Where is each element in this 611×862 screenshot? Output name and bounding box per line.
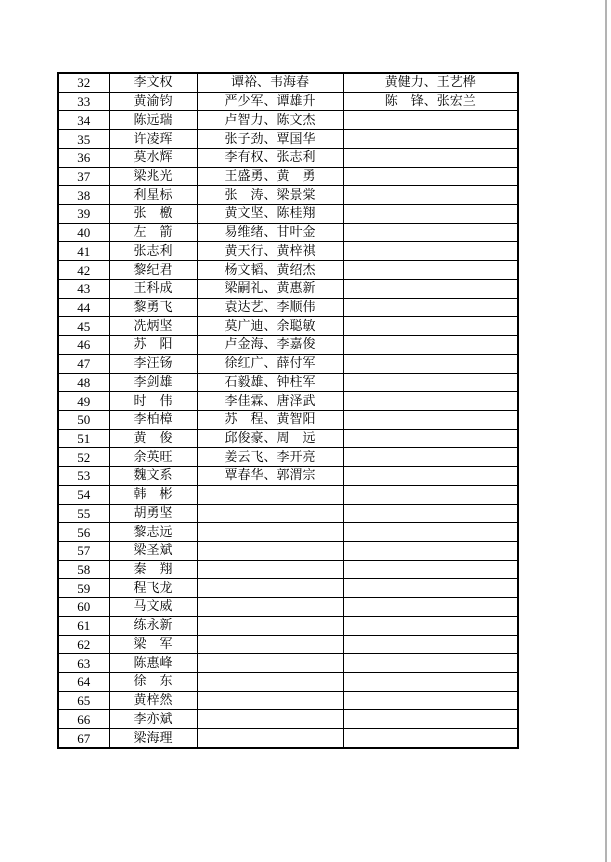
- pair-names-cell-2: 陈 锋、张宏兰: [343, 92, 518, 111]
- row-number-cell: 54: [58, 485, 109, 504]
- row-number-cell: 50: [58, 410, 109, 429]
- pair-names-cell-2: [343, 317, 518, 336]
- row-number-cell: 47: [58, 354, 109, 373]
- pair-names-cell-1: 卢智力、陈文杰: [197, 111, 343, 130]
- name-cell: 陈远瑞: [109, 111, 197, 130]
- pair-names-cell-1: [197, 616, 343, 635]
- name-cell: 程飞龙: [109, 579, 197, 598]
- pair-names-cell-2: [343, 167, 518, 186]
- pair-names-cell-2: [343, 354, 518, 373]
- pair-names-cell-2: [343, 448, 518, 467]
- row-number-cell: 56: [58, 523, 109, 542]
- pair-names-cell-1: 梁嗣礼、黄惠新: [197, 279, 343, 298]
- pair-names-cell-2: [343, 261, 518, 280]
- row-number-cell: 42: [58, 261, 109, 280]
- pair-names-cell-2: [343, 429, 518, 448]
- pair-names-cell-1: 黄文坚、陈桂翔: [197, 205, 343, 224]
- row-number-cell: 43: [58, 279, 109, 298]
- pair-names-cell-1: 石毅雄、钟柱军: [197, 373, 343, 392]
- roster-table: [57, 72, 519, 749]
- row-number-cell: 58: [58, 560, 109, 579]
- name-cell: 苏 阳: [109, 336, 197, 355]
- row-number-cell: 52: [58, 448, 109, 467]
- name-cell: 黎勇飞: [109, 298, 197, 317]
- pair-names-cell-1: [197, 485, 343, 504]
- pair-names-cell-2: [343, 148, 518, 167]
- pair-names-cell-2: [343, 111, 518, 130]
- pair-names-cell-1: [197, 579, 343, 598]
- pair-names-cell-1: 李佳霖、唐泽武: [197, 392, 343, 411]
- pair-names-cell-2: [343, 485, 518, 504]
- pair-names-cell-2: [343, 598, 518, 617]
- table-row: [58, 579, 518, 598]
- table-row: [58, 167, 518, 186]
- pair-names-cell-2: [343, 504, 518, 523]
- table-row: [58, 354, 518, 373]
- table-row: [58, 336, 518, 355]
- pair-names-cell-1: 徐红广、薛付军: [197, 354, 343, 373]
- table-row: [58, 298, 518, 317]
- pair-names-cell-2: [343, 616, 518, 635]
- table-row: [58, 261, 518, 280]
- name-cell: 马文威: [109, 598, 197, 617]
- roster-table-body: [58, 73, 518, 748]
- row-number-cell: 32: [58, 73, 109, 92]
- pair-names-cell-1: [197, 654, 343, 673]
- name-cell: 秦 翔: [109, 560, 197, 579]
- pair-names-cell-2: [343, 279, 518, 298]
- name-cell: 梁海理: [109, 729, 197, 748]
- name-cell: 李剑雄: [109, 373, 197, 392]
- row-number-cell: 38: [58, 186, 109, 205]
- name-cell: 黄渝钧: [109, 92, 197, 111]
- pair-names-cell-2: [343, 635, 518, 654]
- name-cell: 黄梓然: [109, 691, 197, 710]
- pair-names-cell-1: 严少军、谭雄升: [197, 92, 343, 111]
- name-cell: 陈惠峰: [109, 654, 197, 673]
- pair-names-cell-2: [343, 541, 518, 560]
- row-number-cell: 37: [58, 167, 109, 186]
- row-number-cell: 35: [58, 130, 109, 149]
- pair-names-cell-1: 覃春华、郭渭宗: [197, 467, 343, 486]
- name-cell: 梁圣斌: [109, 541, 197, 560]
- table-row: [58, 73, 518, 92]
- name-cell: 冼炳坚: [109, 317, 197, 336]
- pair-names-cell-1: [197, 560, 343, 579]
- table-row: [58, 317, 518, 336]
- table-row: [58, 111, 518, 130]
- pair-names-cell-2: [343, 579, 518, 598]
- table-row: [58, 485, 518, 504]
- pair-names-cell-2: [343, 523, 518, 542]
- pair-names-cell-2: [343, 392, 518, 411]
- pair-names-cell-1: 杨文韬、黄绍杰: [197, 261, 343, 280]
- pair-names-cell-1: [197, 598, 343, 617]
- row-number-cell: 67: [58, 729, 109, 748]
- pair-names-cell-2: [343, 654, 518, 673]
- pair-names-cell-2: [343, 298, 518, 317]
- pair-names-cell-2: [343, 373, 518, 392]
- pair-names-cell-1: [197, 729, 343, 748]
- pair-names-cell-2: [343, 186, 518, 205]
- table-row: [58, 467, 518, 486]
- table-row: [58, 729, 518, 748]
- table-row: [58, 242, 518, 261]
- pair-names-cell-2: [343, 710, 518, 729]
- row-number-cell: 55: [58, 504, 109, 523]
- pair-names-cell-2: [343, 336, 518, 355]
- table-row: [58, 186, 518, 205]
- row-number-cell: 60: [58, 598, 109, 617]
- pair-names-cell-2: [343, 467, 518, 486]
- pair-names-cell-1: [197, 504, 343, 523]
- row-number-cell: 65: [58, 691, 109, 710]
- row-number-cell: 44: [58, 298, 109, 317]
- name-cell: 韩 彬: [109, 485, 197, 504]
- table-row: [58, 223, 518, 242]
- row-number-cell: 59: [58, 579, 109, 598]
- pair-names-cell-1: 卢金海、李嘉俊: [197, 336, 343, 355]
- pair-names-cell-1: [197, 523, 343, 542]
- table-row: [58, 691, 518, 710]
- table-row: [58, 92, 518, 111]
- table-row: [58, 710, 518, 729]
- row-number-cell: 41: [58, 242, 109, 261]
- name-cell: 徐 东: [109, 673, 197, 692]
- pair-names-cell-1: [197, 673, 343, 692]
- name-cell: 李汪钖: [109, 354, 197, 373]
- name-cell: 李柏樟: [109, 410, 197, 429]
- table-row: [58, 598, 518, 617]
- name-cell: 余英旺: [109, 448, 197, 467]
- table-row: [58, 673, 518, 692]
- row-number-cell: 34: [58, 111, 109, 130]
- page-edge-shadow: [605, 0, 607, 862]
- pair-names-cell-2: [343, 205, 518, 224]
- name-cell: 王科成: [109, 279, 197, 298]
- row-number-cell: 66: [58, 710, 109, 729]
- pair-names-cell-1: 张 涛、梁景棠: [197, 186, 343, 205]
- table-row: [58, 635, 518, 654]
- row-number-cell: 64: [58, 673, 109, 692]
- name-cell: 张志利: [109, 242, 197, 261]
- pair-names-cell-1: [197, 710, 343, 729]
- row-number-cell: 57: [58, 541, 109, 560]
- row-number-cell: 48: [58, 373, 109, 392]
- name-cell: 李亦斌: [109, 710, 197, 729]
- pair-names-cell-1: [197, 691, 343, 710]
- pair-names-cell-1: [197, 541, 343, 560]
- pair-names-cell-1: 袁达艺、李顺伟: [197, 298, 343, 317]
- name-cell: 胡勇坚: [109, 504, 197, 523]
- name-cell: 张 檄: [109, 205, 197, 224]
- pair-names-cell-2: [343, 130, 518, 149]
- name-cell: 魏文系: [109, 467, 197, 486]
- name-cell: 左 箭: [109, 223, 197, 242]
- table-row: [58, 410, 518, 429]
- pair-names-cell-1: 邱俊豪、周 远: [197, 429, 343, 448]
- pair-names-cell-1: 黄天行、黄梓祺: [197, 242, 343, 261]
- name-cell: 黎纪君: [109, 261, 197, 280]
- name-cell: 梁 军: [109, 635, 197, 654]
- row-number-cell: 63: [58, 654, 109, 673]
- table-row: [58, 373, 518, 392]
- pair-names-cell-2: [343, 242, 518, 261]
- table-row: [58, 429, 518, 448]
- row-number-cell: 61: [58, 616, 109, 635]
- table-row: [58, 560, 518, 579]
- table-row: [58, 523, 518, 542]
- name-cell: 许凌珲: [109, 130, 197, 149]
- table-row: [58, 654, 518, 673]
- table-row: [58, 130, 518, 149]
- pair-names-cell-2: [343, 223, 518, 242]
- pair-names-cell-1: 姜云飞、李开亮: [197, 448, 343, 467]
- pair-names-cell-1: 莫广迪、余聪敏: [197, 317, 343, 336]
- pair-names-cell-1: 王盛勇、黄 勇: [197, 167, 343, 186]
- pair-names-cell-1: [197, 635, 343, 654]
- pair-names-cell-1: 谭裕、韦海春: [197, 73, 343, 92]
- pair-names-cell-2: [343, 410, 518, 429]
- table-row: [58, 279, 518, 298]
- name-cell: 黄 俊: [109, 429, 197, 448]
- table-row: [58, 616, 518, 635]
- pair-names-cell-2: [343, 673, 518, 692]
- name-cell: 李文权: [109, 73, 197, 92]
- row-number-cell: 49: [58, 392, 109, 411]
- pair-names-cell-2: [343, 729, 518, 748]
- row-number-cell: 33: [58, 92, 109, 111]
- pair-names-cell-2: [343, 691, 518, 710]
- row-number-cell: 40: [58, 223, 109, 242]
- row-number-cell: 62: [58, 635, 109, 654]
- name-cell: 黎志远: [109, 523, 197, 542]
- name-cell: 练永新: [109, 616, 197, 635]
- pair-names-cell-1: 李有权、张志利: [197, 148, 343, 167]
- pair-names-cell-1: 苏 程、黄智阳: [197, 410, 343, 429]
- name-cell: 莫水辉: [109, 148, 197, 167]
- row-number-cell: 51: [58, 429, 109, 448]
- name-cell: 利星标: [109, 186, 197, 205]
- row-number-cell: 36: [58, 148, 109, 167]
- table-row: [58, 148, 518, 167]
- table-row: [58, 205, 518, 224]
- pair-names-cell-1: 张子劲、覃国华: [197, 130, 343, 149]
- table-row: [58, 392, 518, 411]
- table-row: [58, 448, 518, 467]
- row-number-cell: 45: [58, 317, 109, 336]
- table-row: [58, 541, 518, 560]
- name-cell: 梁兆光: [109, 167, 197, 186]
- pair-names-cell-1: 易维绪、甘叶金: [197, 223, 343, 242]
- pair-names-cell-2: [343, 560, 518, 579]
- row-number-cell: 46: [58, 336, 109, 355]
- row-number-cell: 53: [58, 467, 109, 486]
- table-row: [58, 504, 518, 523]
- row-number-cell: 39: [58, 205, 109, 224]
- name-cell: 时 伟: [109, 392, 197, 411]
- pair-names-cell-2: 黄健力、王艺桦: [343, 73, 518, 92]
